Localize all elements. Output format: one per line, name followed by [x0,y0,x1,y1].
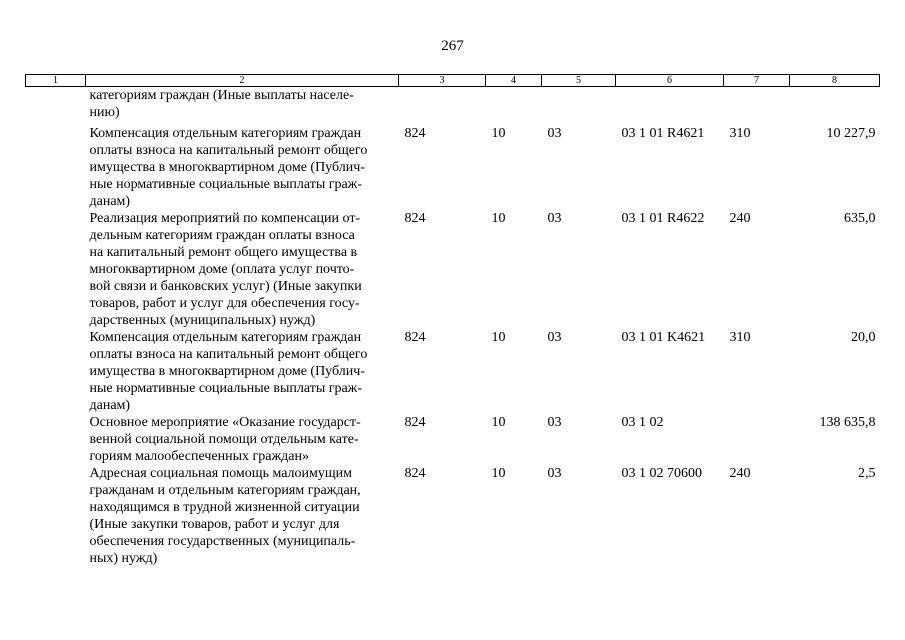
expenditure-name: Основное мероприятие «Оказание государст- венной социальной помощи отдельным кате- гориям малообеспеченных граждан» [89,415,361,464]
column-number-header: 8 [790,75,880,87]
row-number-cell [26,465,86,567]
table-row [26,414,880,465]
row-number-cell [26,414,86,465]
row-number-cell [26,87,86,122]
amount [790,87,880,122]
row-number-cell [26,329,86,414]
section-code [486,87,542,122]
row-number-cell [26,121,86,210]
expenditure-name: Реализация мероприятий по компенсации от- дельным категориям граждан оплаты взноса на капитальный ремонт общего имущества в многоквартирном доме (оплата услуг почто- вой связи и банковских услуг) (Иные закупки товаров, работ и услуг для обеспечения госу- дарственных (муниципальных) нужд) [89,211,362,328]
subsection-code: 03 [547,415,562,430]
expenditure-type-code [724,87,790,122]
column-number-header: 5 [542,75,616,87]
table-row [26,121,880,210]
table-row [26,210,880,329]
amount: 138 635,8 [819,415,876,430]
column-number-header: 7 [724,75,790,87]
ministry-code: 824 [404,211,426,226]
amount: 20,0 [851,330,876,345]
target-article-code: 03 1 02 70600 [621,466,702,481]
column-number-header: 4 [486,75,542,87]
amount: 10 227,9 [826,126,876,141]
ministry-code: 824 [404,126,426,141]
subsection-code: 03 [547,126,562,141]
row-number-cell [26,210,86,329]
expenditure-name: Адресная социальная помощь малоимущим гражданам и отдельным категориям граждан, находящимся в трудной жизненной ситуации (Иные закупки товаров, работ и услуг для обеспечения государственных (муниципаль- ных) нужд) [89,466,361,566]
expenditure-type-code [724,414,790,465]
subsection-code: 03 [547,466,562,481]
table-row [26,465,880,567]
ministry-code: 824 [404,466,426,481]
target-article-code: 03 1 02 [621,415,664,430]
expenditure-type-code: 240 [729,211,751,226]
section-code: 10 [491,126,506,141]
table-row [26,87,880,122]
target-article-code [616,87,724,122]
section-code: 10 [491,415,506,430]
expenditure-name: Компенсация отдельным категориям граждан оплаты взноса на капитальный ремонт общего имущества в многоквартирном доме (Публич- ные нормативные социальные выплаты граж- данам) [89,126,368,209]
expenditure-type-code: 310 [729,126,751,141]
expenditure-type-code: 240 [729,466,751,481]
target-article-code: 03 1 01 K4621 [621,330,706,345]
section-code: 10 [491,330,506,345]
amount: 2,5 [858,466,876,481]
expenditure-name: категориям граждан (Иные выплаты населе- нию) [89,88,354,120]
column-number-header: 2 [86,75,399,87]
section-code: 10 [491,466,506,481]
column-number-header-row [26,75,880,87]
subsection-code [542,87,616,122]
ministry-code: 824 [404,330,426,345]
target-article-code: 03 1 01 R4621 [621,126,705,141]
column-number-header: 3 [399,75,486,87]
subsection-code: 03 [547,211,562,226]
amount: 635,0 [844,211,876,226]
expenditure-type-code: 310 [729,330,751,345]
table-row [26,329,880,414]
page-number: 267 [441,38,464,54]
column-number-header: 1 [26,75,86,87]
ministry-code [399,87,486,122]
column-number-header: 6 [616,75,724,87]
section-code: 10 [491,211,506,226]
subsection-code: 03 [547,330,562,345]
expenditure-name: Компенсация отдельным категориям граждан оплаты взноса на капитальный ремонт общего имущества в многоквартирном доме (Публич- ные нормативные социальные выплаты граж- данам) [89,330,368,413]
table-body [26,87,880,568]
budget-table [25,74,880,567]
ministry-code: 824 [404,415,426,430]
target-article-code: 03 1 01 R4622 [621,211,705,226]
